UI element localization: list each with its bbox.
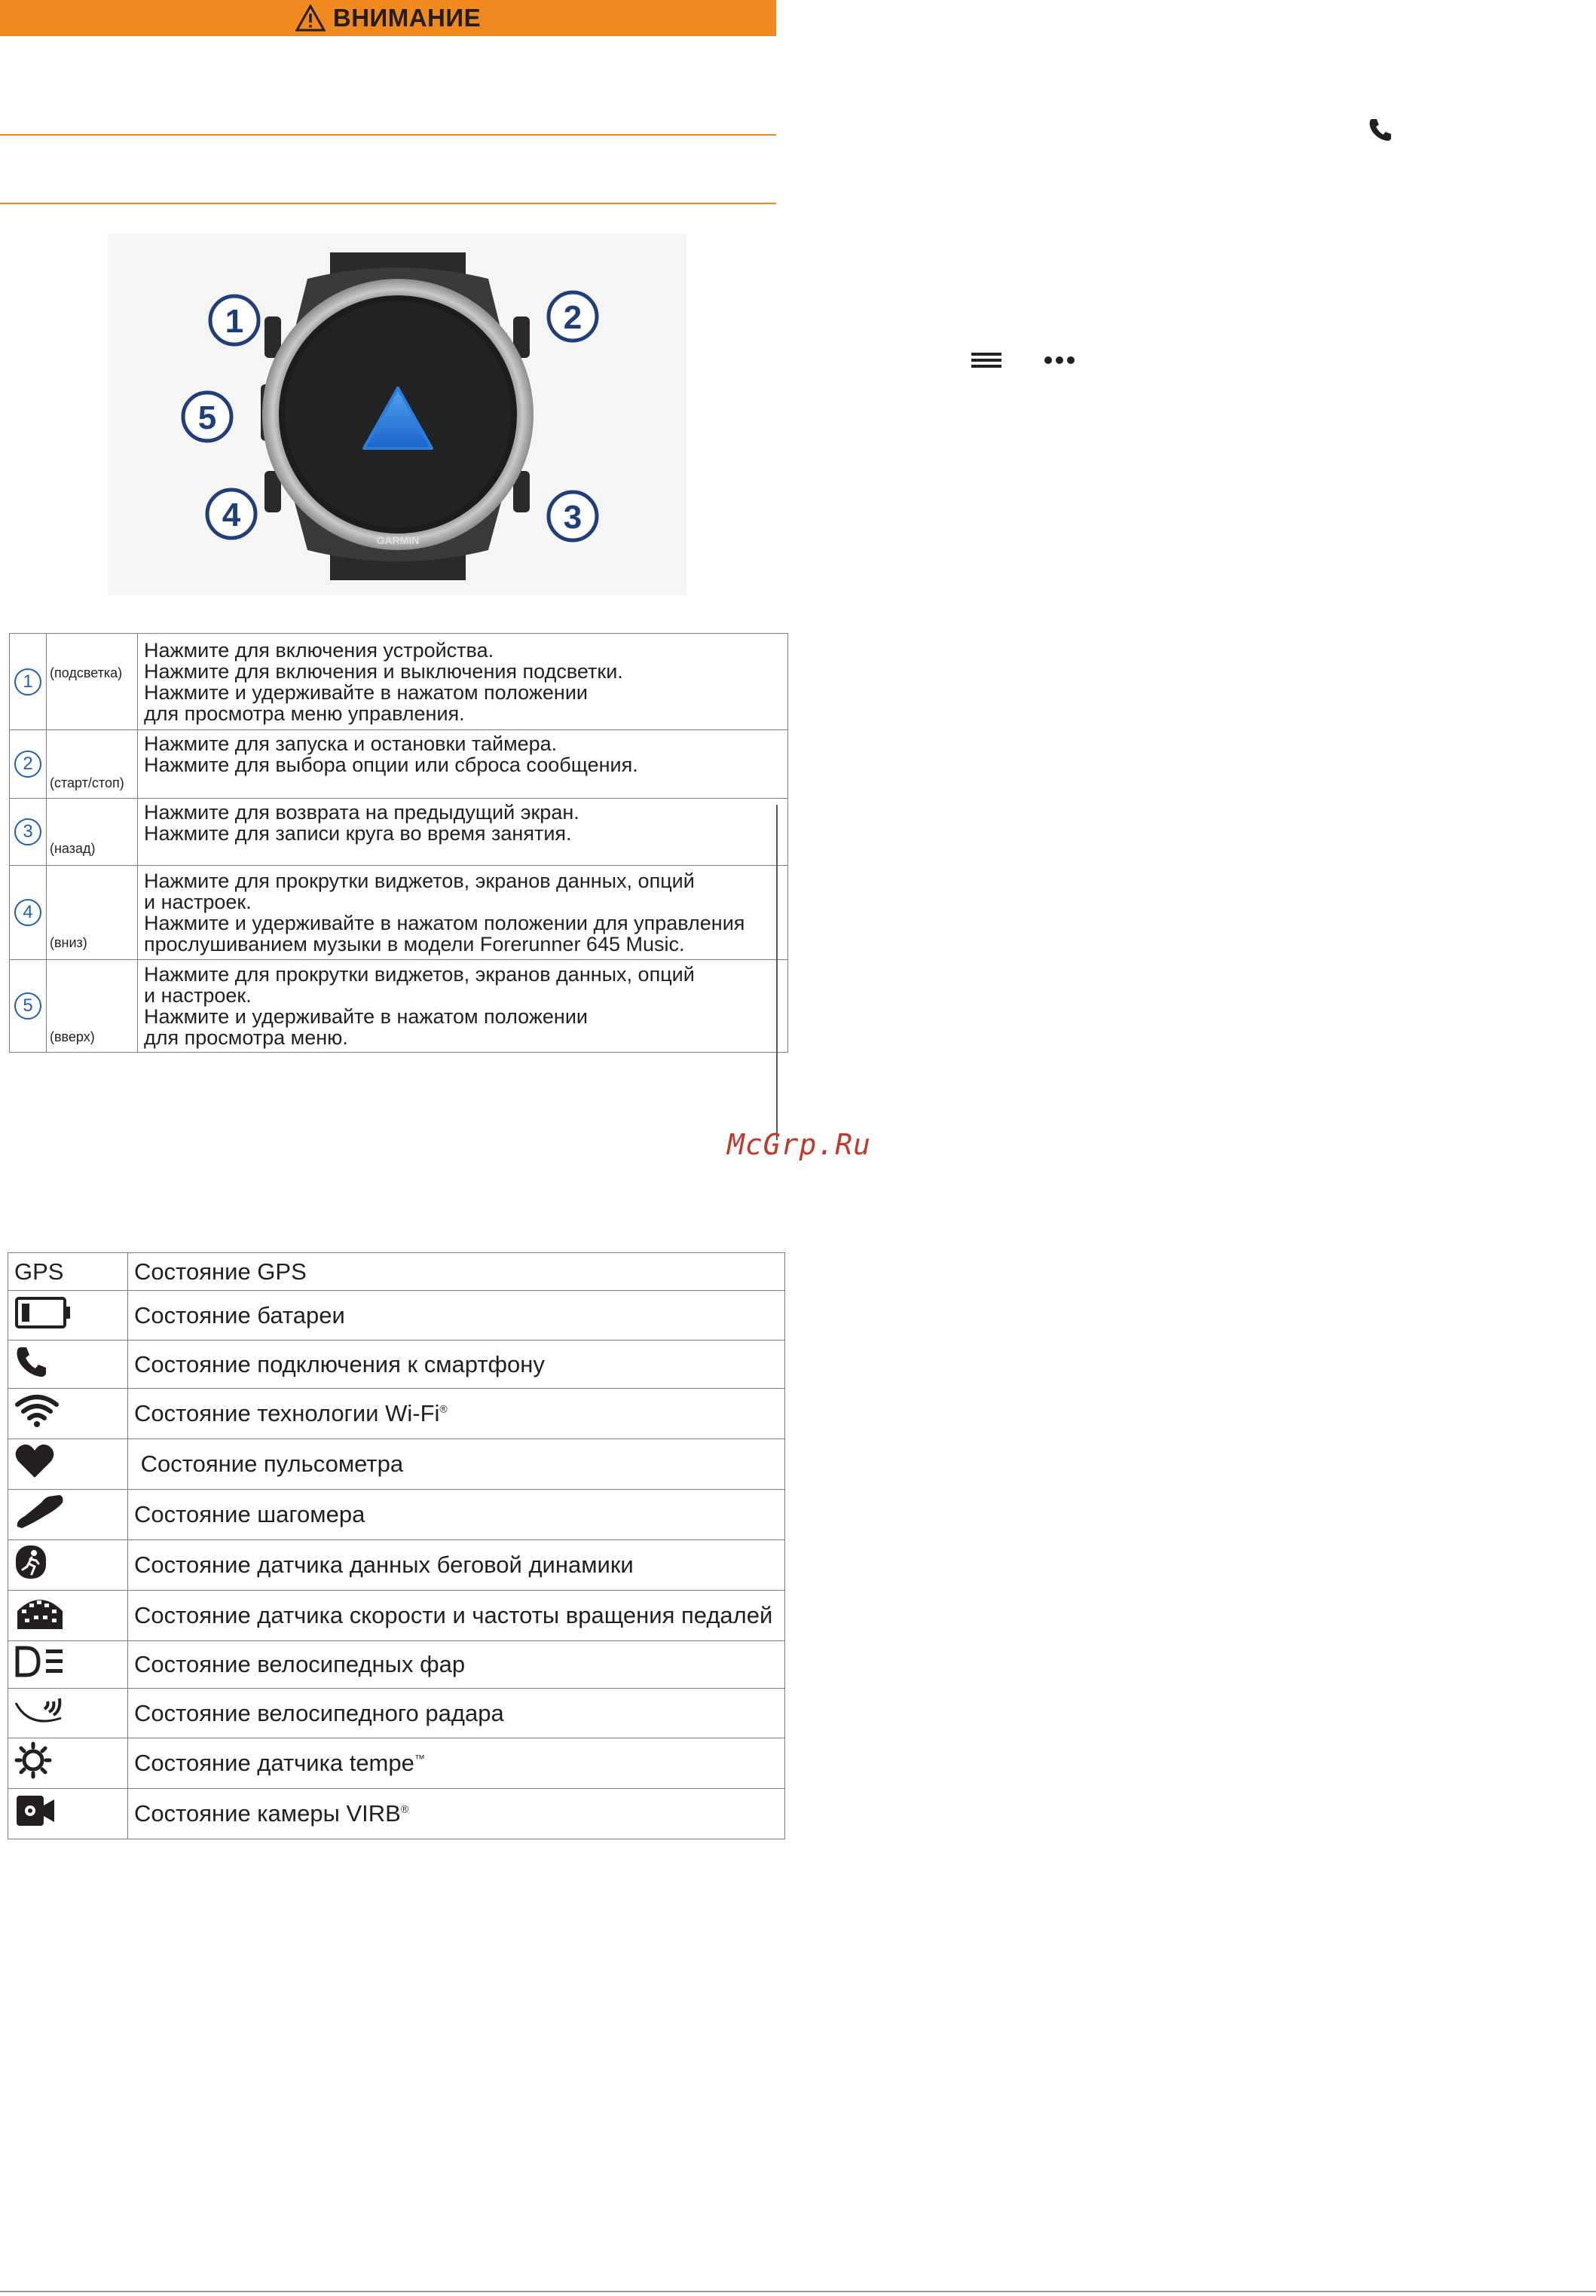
status-label: Состояние датчика скорости и частоты вращения педалей — [128, 1591, 785, 1641]
key-description-1: Нажмите для включения устройства. Нажмите для включения и выключения подсветки. Нажмите и удерживайте в нажатом положении для просмотра меню управления. — [138, 634, 788, 730]
status-label: Состояние технологии Wi-Fi® — [128, 1389, 785, 1439]
key-row-4 — [10, 866, 788, 960]
heart-icon — [14, 1443, 55, 1479]
key-description-2: Нажмите для запуска и остановки таймера. Нажмите для выбора опции или сброса сообщения. — [138, 730, 788, 799]
status-row — [8, 1591, 785, 1641]
status-row — [8, 1540, 785, 1591]
phone-icon — [14, 1344, 49, 1379]
status-label: Состояние GPS — [128, 1253, 785, 1291]
key-row-5 — [10, 960, 788, 1053]
key-name-up: (вверх) — [50, 1029, 95, 1044]
watch-drawing — [108, 234, 686, 595]
key-number-4: 4 — [14, 899, 41, 926]
gps-label: GPS — [8, 1253, 128, 1291]
callout-5: 5 — [197, 399, 217, 436]
key-row-2 — [10, 730, 788, 799]
status-label: Состояние датчика tempe™ — [128, 1738, 785, 1789]
key-number-5: 5 — [14, 992, 41, 1020]
divider-bottom — [0, 203, 776, 204]
status-label: Состояние велосипедного радара — [128, 1689, 785, 1738]
warning-icon — [295, 5, 326, 32]
status-label: Состояние подключения к смартфону — [128, 1341, 785, 1389]
key-name-light: (подсветка) — [50, 665, 123, 680]
battery-icon — [14, 1296, 73, 1329]
status-row — [8, 1341, 785, 1389]
key-number-1: 1 — [14, 668, 41, 696]
bike-light-icon — [14, 1645, 66, 1678]
tempe-sensor-icon — [14, 1741, 52, 1779]
trademark-mark: ™ — [414, 1752, 425, 1765]
status-row — [8, 1490, 785, 1540]
status-row — [8, 1389, 785, 1439]
status-row — [8, 1641, 785, 1689]
vertical-rule — [776, 805, 778, 1140]
status-row — [8, 1689, 785, 1738]
key-row-3 — [10, 799, 788, 866]
key-number-3: 3 — [14, 818, 41, 845]
status-label: Состояние велосипедных фар — [128, 1641, 785, 1689]
callout-3: 3 — [563, 499, 582, 536]
registered-mark: ® — [400, 1802, 409, 1815]
watch-illustration — [108, 234, 686, 595]
menu-icon — [970, 351, 1003, 369]
watch-brand: GARMIN — [376, 534, 420, 546]
divider-top — [0, 134, 776, 136]
key-description-5: Нажмите для прокрутки виджетов, экранов данных, опций и настроек. Нажмите и удерживайте в нажатом положении для просмотра меню. — [138, 960, 788, 1053]
status-row — [8, 1253, 785, 1291]
status-label: Состояние пульсометра — [128, 1439, 785, 1490]
bike-radar-icon — [14, 1692, 66, 1729]
status-label: Состояние датчика данных беговой динамики — [128, 1540, 785, 1591]
key-name-down: (вниз) — [50, 935, 87, 950]
warning-header — [0, 0, 776, 36]
callout-1: 1 — [225, 303, 244, 340]
callout-4: 4 — [222, 497, 241, 533]
status-row — [8, 1789, 785, 1839]
callout-2: 2 — [563, 299, 582, 336]
keys-table — [9, 633, 788, 1053]
status-label: Состояние шагомера — [128, 1490, 785, 1540]
footer-rule — [0, 2291, 1596, 2292]
running-dynamics-icon — [14, 1544, 47, 1580]
key-description-3: Нажмите для возврата на предыдущий экран. Нажмите для записи круга во время занятия. — [138, 799, 788, 866]
virb-camera-icon — [14, 1793, 57, 1828]
key-name-back: (назад) — [50, 841, 96, 856]
warning-title: ВНИМАНИЕ — [332, 4, 482, 32]
status-label: Состояние камеры VIRB® — [128, 1789, 785, 1839]
registered-mark: ® — [439, 1402, 448, 1415]
key-number-2: 2 — [14, 751, 41, 778]
status-label: Состояние батареи — [128, 1291, 785, 1341]
watermark: McGrp.Ru — [727, 1128, 872, 1161]
status-row — [8, 1439, 785, 1490]
shoe-icon — [14, 1493, 66, 1530]
wifi-icon — [14, 1393, 60, 1429]
key-description-4: Нажмите для прокрутки виджетов, экранов данных, опций и настроек. Нажмите и удерживайте в нажатом положении для управления прослушиванием музыки в модели Forerunner 645 Music. — [138, 866, 788, 960]
more-options-icon — [1043, 354, 1076, 366]
speed-cadence-icon — [14, 1594, 66, 1631]
key-name-start-stop: (старт/стоп) — [50, 775, 124, 790]
status-row — [8, 1291, 785, 1341]
phone-icon — [1368, 117, 1393, 142]
status-icons-table — [8, 1252, 785, 1839]
status-row — [8, 1738, 785, 1789]
key-row-1 — [10, 634, 788, 730]
